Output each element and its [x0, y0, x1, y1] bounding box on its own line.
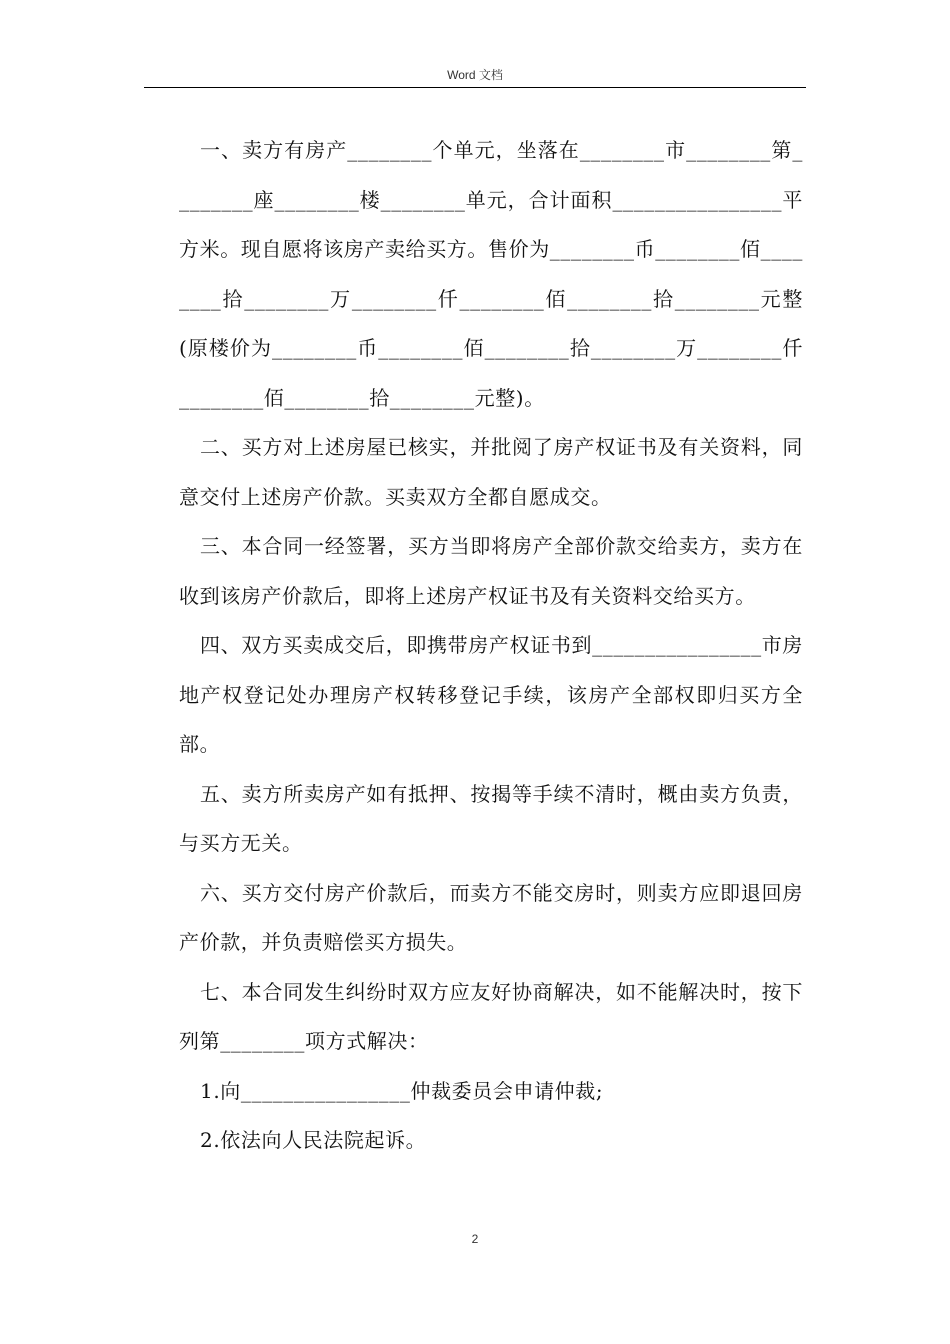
header-divider — [144, 87, 806, 88]
clause-7-option-2: 2.依法向人民法院起诉。 — [200, 1128, 427, 1152]
clause-7: 七、本合同发生纠纷时双方应友好协商解决，如不能解决时，按下列第________项方式解决： — [179, 979, 803, 1053]
clause-5: 五、卖方所卖房产如有抵押、按揭等手续不清时，概由卖方负责，与买方无关。 — [179, 781, 803, 855]
clause-6: 六、买方交付房产价款后，而卖方不能交房时，则卖方应即退回房产价款，并负责赔偿买方损失。 — [179, 880, 803, 954]
clause-4: 四、双方买卖成交后，即携带房产权证书到________________市房地产权登记处办理房产权转移登记手续，该房产全部权即归买方全部。 — [179, 633, 803, 756]
clause-2: 二、买方对上述房屋已核实，并批阅了房产权证书及有关资料，同意交付上述房产价款。买卖双方全都自愿成交。 — [179, 435, 803, 509]
clause-7-option-1: 1.向________________仲裁委员会申请仲裁; — [200, 1078, 604, 1103]
page-header: Word 文档 — [447, 68, 503, 82]
clause-1: 一、卖方有房产________个单元，坐落在________市________第________座________楼________单元，合计面积________________平方米。现自愿将该房产卖给买方。售价为________币________佰________拾________万________仟________佰________拾________元整(原楼价为________币________佰________拾________万________仟________佰________拾________元整)。 — [179, 138, 803, 410]
clause-3: 三、本合同一经签署，买方当即将房产全部价款交给卖方，卖方在收到该房产价款后，即将上述房产权证书及有关资料交给买方。 — [179, 534, 803, 608]
document-body — [179, 126, 803, 1166]
page-number: 2 — [471, 1232, 479, 1246]
